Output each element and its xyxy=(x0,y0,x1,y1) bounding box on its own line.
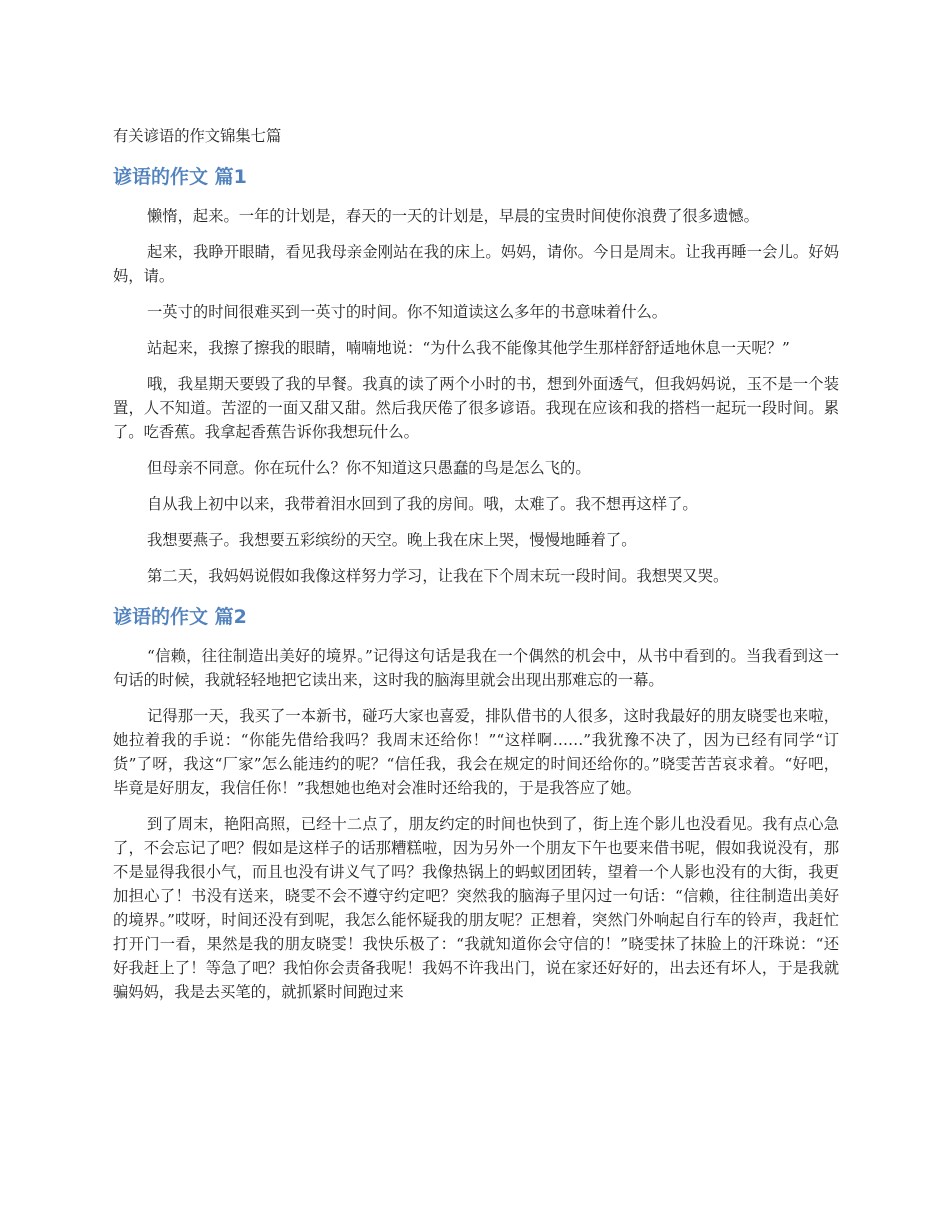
section-number: 1 xyxy=(233,166,247,188)
essay-section-2 xyxy=(113,604,839,1004)
section-number: 2 xyxy=(233,606,247,628)
paragraph: 我想要燕子。我想要五彩缤纷的天空。晚上我在床上哭，慢慢地睡着了。 xyxy=(147,531,637,549)
paragraph: “信赖，往往制造出美好的境界。”记得这句话是我在一个偶然的机会中，从书中看到的。当我看到这一句话的时候，我就轻轻地把它读出来，这时我的脑海里就会出现出那难忘的一幕。 xyxy=(113,647,839,689)
paragraph: 懒惰，起来。一年的计划是，春天的一天的计划是，早晨的宝贵时间使你浪费了很多遗憾。 xyxy=(147,207,759,225)
section-heading-2 xyxy=(113,604,839,630)
paragraph: 站起来，我擦了擦我的眼睛，喃喃地说：“为什么我不能像其他学生那样舒舒适地休息一天呢？” xyxy=(147,339,790,357)
paragraph: 起来，我睁开眼睛，看见我母亲金刚站在我的床上。妈妈，请你。今日是周末。让我再睡一会儿。好妈妈，请。 xyxy=(113,243,839,285)
paragraph: 哦，我星期天要毁了我的早餐。我真的读了两个小时的书，想到外面透气，但我妈妈说，玉不是一个装置，人不知道。苦涩的一面又甜又甜。然后我厌倦了很多谚语。我现在应该和我的搭档一起玩一段时间。累了。吃香蕉。我拿起香蕉告诉你我想玩什么。 xyxy=(113,375,839,441)
essay-section-1 xyxy=(113,164,839,588)
paragraph: 一英寸的时间很难买到一英寸的时间。你不知道读这么多年的书意味着什么。 xyxy=(147,303,668,321)
section-heading-text: 谚语的作文 篇 xyxy=(113,606,234,628)
document-page xyxy=(113,124,839,1016)
paragraph: 但母亲不同意。你在玩什么？你不知道这只愚蠢的鸟是怎么飞的。 xyxy=(147,459,591,477)
paragraph: 第二天，我妈妈说假如我像这样努力学习，让我在下个周末玩一段时间。我想哭又哭。 xyxy=(147,567,729,585)
paragraph: 自从我上初中以来，我带着泪水回到了我的房间。哦，太难了。我不想再这样了。 xyxy=(147,495,698,513)
section-heading-text: 谚语的作文 篇 xyxy=(113,166,234,188)
section-heading-1 xyxy=(113,164,839,190)
document-title: 有关谚语的作文锦集七篇 xyxy=(113,127,282,145)
paragraph: 到了周末，艳阳高照，已经十二点了，朋友约定的时间也快到了，街上连个影儿也没看见。我有点心急了，不会忘记了吧？假如是这样子的话那糟糕啦，因为另外一个朋友下午也要来借书呢，假如我说没有，那不是显得我很小气，而且也没有讲义气了吗？我像热锅上的蚂蚁团团转，望着一个人影也没有的大街，我更加担心了！书没有送来，晓雯不会不遵守约定吧？突然我的脑海子里闪过一句话：“信赖，往往制造出美好的境界。”哎呀，时间还没有到呢，我怎么能怀疑我的朋友呢？正想着，突然门外响起自行车的铃声，我赶忙打开门一看，果然是我的朋友晓雯！我快乐极了：“我就知道你会守信的！”晓雯抹了抹脸上的汗珠说：“还好我赶上了！等急了吧？我怕你会责备我呢！我妈不许我出门，说在家还好好的，出去还有坏人，于是我就骗妈妈，我是去买笔的，就抓紧时间跑过来 xyxy=(113,815,839,1001)
paragraph: 记得那一天，我买了一本新书，碰巧大家也喜爱，排队借书的人很多，这时我最好的朋友晓雯也来啦，她拉着我的手说：“你能先借给我吗？我周末还给你！”“这样啊……”我犹豫不决了，因为已经有同学“订货”了呀，我这“厂家”怎么能违约的呢？“信任我，我会在规定的时间还给你的。”晓雯苦苦哀求着。“好吧，毕竟是好朋友，我信任你！”我想她也绝对会准时还给我的，于是我答应了她。 xyxy=(113,707,839,797)
